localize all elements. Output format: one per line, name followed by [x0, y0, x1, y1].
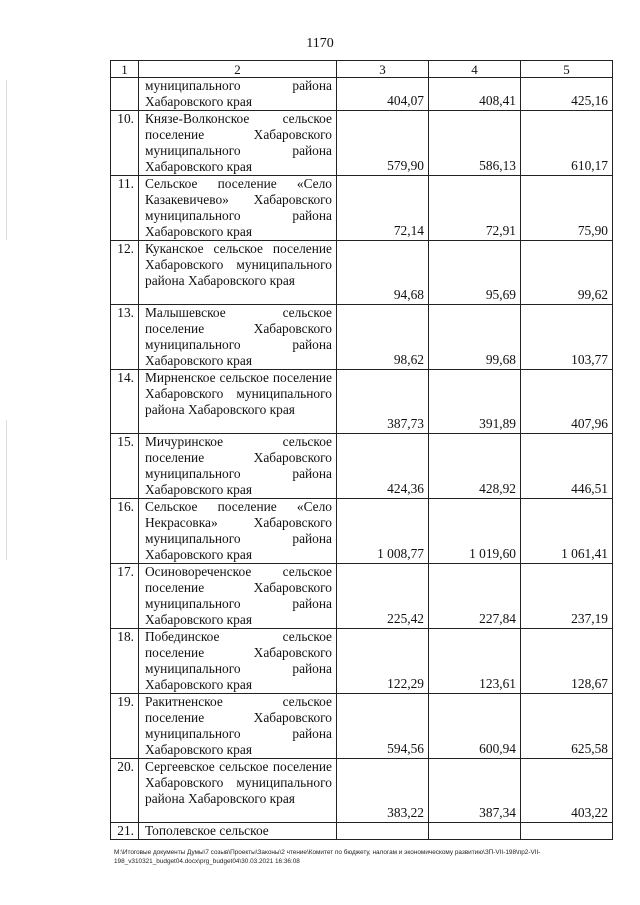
table-row [111, 499, 613, 564]
amount-value: 1 008,77 [377, 546, 424, 561]
amount-cell [337, 305, 429, 370]
row-number: 19. [111, 694, 139, 759]
amount-cell [521, 823, 613, 840]
amount-cell [337, 111, 429, 176]
amount-cell [429, 241, 521, 305]
table-row [111, 759, 613, 823]
amount-value: 407,96 [571, 416, 608, 431]
amount-cell [521, 499, 613, 564]
amount-value: 72,14 [393, 223, 424, 238]
table-row [111, 241, 613, 305]
amount-cell [429, 694, 521, 759]
amount-value: 579,90 [387, 158, 424, 173]
amount-value: 594,56 [387, 741, 424, 756]
amount-cell [521, 694, 613, 759]
amount-cell [337, 176, 429, 241]
amount-cell [521, 241, 613, 305]
amount-cell [521, 759, 613, 823]
amount-value: 128,67 [571, 676, 608, 691]
amount-value: 95,69 [485, 287, 516, 302]
row-number: 11. [111, 176, 139, 241]
column-header: 5 [521, 61, 613, 78]
budget-table [110, 60, 613, 840]
amount-value: 387,34 [479, 805, 516, 820]
amount-cell [429, 370, 521, 434]
amount-value: 99,68 [485, 352, 516, 367]
table-body [111, 78, 613, 840]
table-row [111, 629, 613, 694]
amount-cell [337, 564, 429, 629]
row-number: 14. [111, 370, 139, 434]
settlement-name: Сельское поселение «Село Казакевичево» Хабаровского муниципального района Хабаровского края [139, 176, 337, 241]
settlement-name: Тополевское сельское [139, 823, 337, 840]
amount-value: 72,91 [485, 223, 516, 238]
amount-cell [337, 78, 429, 111]
amount-cell [337, 241, 429, 305]
settlement-name: Ракитненское сельское поселение Хабаровского муниципального района Хабаровского края [139, 694, 337, 759]
amount-cell [521, 78, 613, 111]
table-row [111, 176, 613, 241]
amount-value: 383,22 [387, 805, 424, 820]
column-header: 3 [337, 61, 429, 78]
column-header: 4 [429, 61, 521, 78]
table-row [111, 111, 613, 176]
amount-cell [521, 305, 613, 370]
amount-cell [521, 564, 613, 629]
amount-value: 425,16 [571, 93, 608, 108]
amount-cell [337, 823, 429, 840]
settlement-name: Мичуринское сельское поселение Хабаровского муниципального района Хабаровского края [139, 434, 337, 499]
amount-value: 237,19 [571, 611, 608, 626]
amount-cell [337, 434, 429, 499]
settlement-name: Сергеевское сельское поселение Хабаровского муниципального района Хабаровского края [139, 759, 337, 823]
amount-cell [429, 305, 521, 370]
amount-value: 391,89 [479, 416, 516, 431]
amount-cell [429, 564, 521, 629]
row-number: 10. [111, 111, 139, 176]
page-number: 1170 [306, 36, 334, 51]
amount-value: 586,13 [479, 158, 516, 173]
row-number: 12. [111, 241, 139, 305]
amount-cell [429, 176, 521, 241]
settlement-name: Малышевское сельское поселение Хабаровского муниципального района Хабаровского края [139, 305, 337, 370]
amount-value: 103,77 [571, 352, 608, 367]
amount-cell [337, 759, 429, 823]
scan-edge-mark [6, 80, 7, 240]
amount-value: 75,90 [577, 223, 608, 238]
amount-value: 123,61 [479, 676, 516, 691]
column-header: 1 [111, 61, 139, 78]
amount-cell [521, 629, 613, 694]
row-number: 13. [111, 305, 139, 370]
footer-file-path: M:\Итоговые документы Думы\7 созыв\Проекты\Законы\2 чтение\Комитет по бюджету, налогам и экономическому развитию\ЗП-VII-198\пр2-VII-198_v310321_budget04.docx\prg_budget04\30.03.2021 16:36:08 [114, 849, 541, 865]
settlement-name: муниципального района Хабаровского края [139, 78, 337, 111]
amount-value: 600,94 [479, 741, 516, 756]
amount-cell [429, 434, 521, 499]
settlement-name: Князе-Волконское сельское поселение Хабаровского муниципального района Хабаровского края [139, 111, 337, 176]
amount-value: 1 061,41 [561, 546, 608, 561]
amount-value: 227,84 [479, 611, 516, 626]
amount-cell [521, 111, 613, 176]
amount-cell [429, 759, 521, 823]
amount-value: 387,73 [387, 416, 424, 431]
amount-value: 404,07 [387, 93, 424, 108]
amount-cell [337, 499, 429, 564]
amount-cell [429, 823, 521, 840]
row-number: 15. [111, 434, 139, 499]
amount-value: 424,36 [387, 481, 424, 496]
amount-value: 122,29 [387, 676, 424, 691]
amount-cell [337, 370, 429, 434]
amount-cell [429, 111, 521, 176]
amount-value: 610,17 [571, 158, 608, 173]
amount-value: 428,92 [479, 481, 516, 496]
amount-cell [521, 434, 613, 499]
amount-value: 625,58 [571, 741, 608, 756]
table-row [111, 434, 613, 499]
settlement-name: Сельское поселение «Село Некрасовка» Хабаровского муниципального района Хабаровского края [139, 499, 337, 564]
row-number: 21. [111, 823, 139, 840]
table-row [111, 564, 613, 629]
row-number: 16. [111, 499, 139, 564]
table-row [111, 78, 613, 111]
amount-cell [337, 629, 429, 694]
table-row [111, 694, 613, 759]
scan-edge-mark [6, 420, 7, 560]
amount-value: 98,62 [393, 352, 424, 367]
amount-cell [429, 499, 521, 564]
row-number [111, 78, 139, 111]
settlement-name: Мирненское сельское поселение Хабаровского муниципального района Хабаровского края [139, 370, 337, 434]
row-number: 18. [111, 629, 139, 694]
row-number: 20. [111, 759, 139, 823]
amount-value: 94,68 [393, 287, 424, 302]
amount-value: 1 019,60 [469, 546, 516, 561]
settlement-name: Побединское сельское поселение Хабаровского муниципального района Хабаровского края [139, 629, 337, 694]
table-row [111, 823, 613, 840]
amount-cell [337, 694, 429, 759]
settlement-name: Куканское сельское поселение Хабаровского муниципального района Хабаровского края [139, 241, 337, 305]
amount-cell [521, 370, 613, 434]
table-header-row [111, 61, 613, 78]
amount-value: 225,42 [387, 611, 424, 626]
amount-value: 99,62 [577, 287, 608, 302]
amount-cell [521, 176, 613, 241]
column-header: 2 [139, 61, 337, 78]
amount-value: 403,22 [571, 805, 608, 820]
row-number: 17. [111, 564, 139, 629]
settlement-name: Осиновореченское сельское поселение Хабаровского муниципального района Хабаровского края [139, 564, 337, 629]
table-row [111, 305, 613, 370]
amount-cell [429, 78, 521, 111]
table-row [111, 370, 613, 434]
amount-cell [429, 629, 521, 694]
amount-value: 446,51 [571, 481, 608, 496]
amount-value: 408,41 [479, 93, 516, 108]
